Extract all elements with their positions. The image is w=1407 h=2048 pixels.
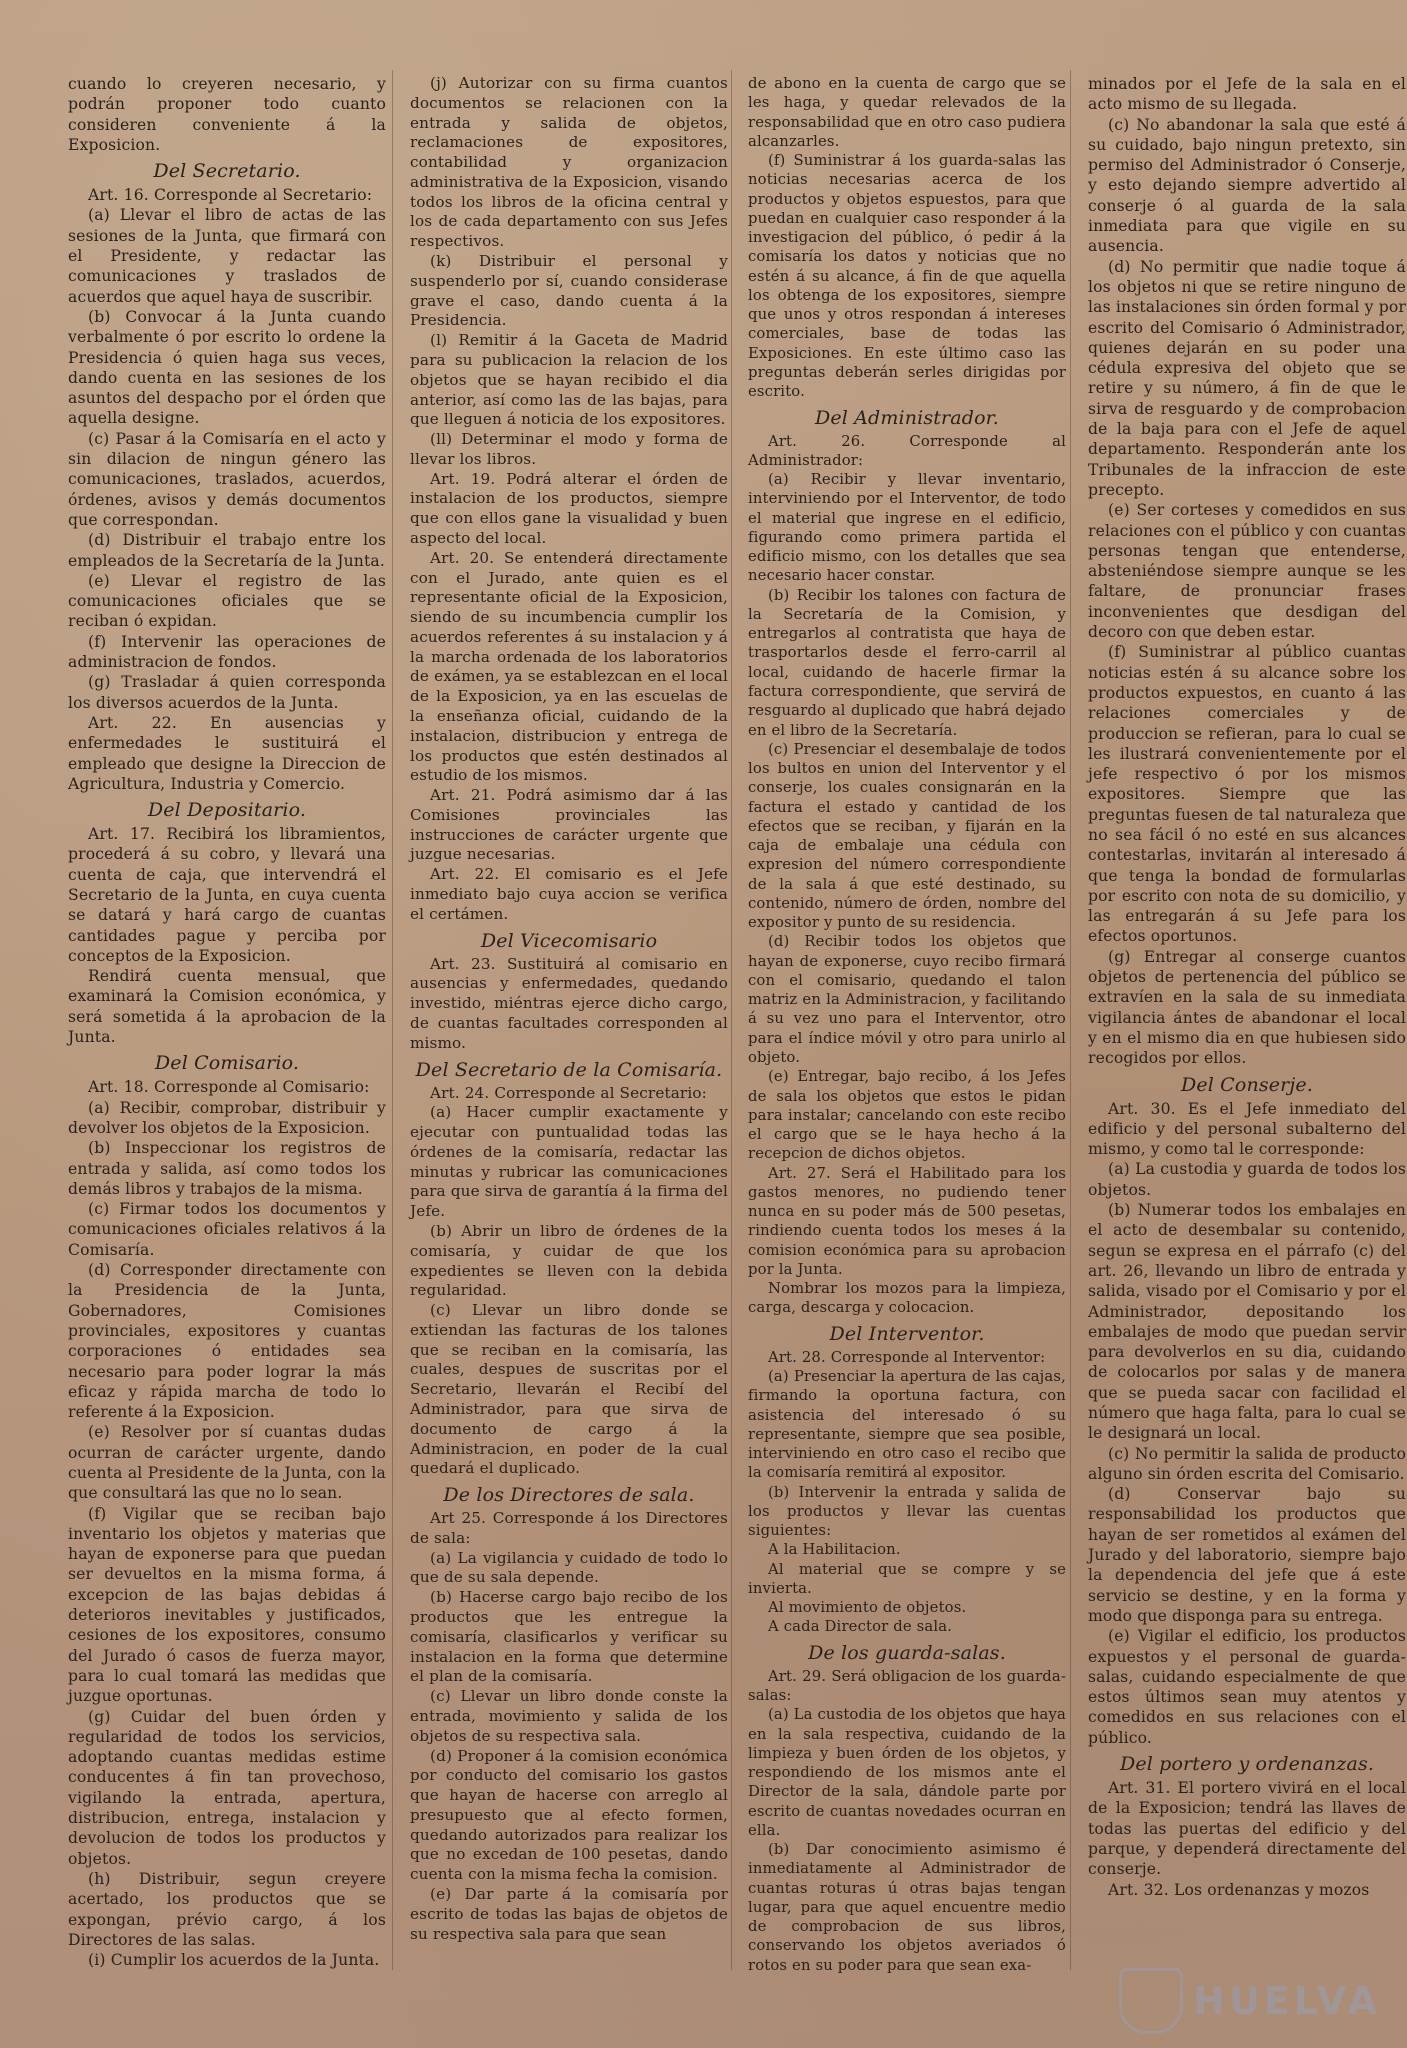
paragraph: (b) Hacerse cargo bajo recibo de los productos que les entregue la comisaría, clasificarlos y verificar su instalacion en la forma que determine el plan de la comisaría. (410, 1588, 728, 1686)
paragraph: (a) La vigilancia y cuidado de todo lo que de su sala depende. (410, 1548, 728, 1587)
section-heading: De los guarda-salas. (808, 1641, 1006, 1664)
paragraph: (c) Llevar un libro donde conste la entrada, movimiento y salida de los objetos de su respectiva sala. (410, 1687, 728, 1745)
paragraph: Art. 31. El portero vivirá en el local de la Exposicion; tendrá las llaves de todas las puertas del edificio y del parque, y dependerá directamente del conserje. (1088, 1779, 1406, 1879)
paragraph: (d) Distribuir el trabajo entre los empleados de la Secretaría de la Junta. (68, 531, 386, 570)
paragraph: (c) Llevar un libro donde se extiendan las facturas de los talones que se reciban en la comisaría, las cuales, despues de suscritas por el Secretario, llevarán el Recibí del Administrador, para que sirva de documento de cargo á la Administracion, en poder de la cual quedará el duplicado. (410, 1301, 728, 1478)
paragraph: de abono en la cuenta de cargo que se les haga, y quedar relevados de la responsabilidad que en otro caso pudiera alcanzarles. (748, 75, 1066, 150)
paragraph: (a) Hacer cumplir exactamente y ejecutar con puntualidad todas las órdenes de la comisaría, redactar las minutas y rubricar las comunicaciones para que sirva de garantía á la firma del Jefe. (410, 1103, 728, 1221)
section-heading: Del Depositario. (147, 799, 307, 822)
paragraph: (b) Recibir los talones con factura de la Secretaría de la Comision, y entregarlos al contratista que haya de trasportarlos desde el ferro-carril al local, cuidando de hacerle firmar la factura correspondiente, que servirá de resguardo al duplicado que habrá dejado en el libro de la Secretaría. (748, 586, 1066, 739)
paragraph: Al movimiento de objetos. (768, 1599, 967, 1617)
paragraph: (h) Distribuir, segun creyere acertado, los productos que se expongan, prévio cargo, á los Directores de las salas. (68, 1869, 386, 1949)
paragraph: (f) Suministrar al público cuantas noticias estén á su alcance sobre los productos expuestos, en cuanto á las relaciones comerciales y de produccion se refieran, para lo cual se les ilustrará convenientemente por el jefe respectivo ó por los mismos expositores. Siempre que las preguntas fuesen de tal naturaleza que no sea fácil ó no esté en sus alcances contestarlas, invitarán al interesado á que tenga la bondad de formularlas por escrito con nota de su domicilio, y las entregarán á su Jefe para los efectos oportunos. (1088, 643, 1406, 946)
paragraph: (b) Numerar todos los embalajes en el acto de desembalar su contenido, segun se expresa en el párrafo (c) del art. 26, llevando un libro de entrada y salida, visado por el Comisario y por el Administrador, depositando los embalajes de modo que puedan servir para devolverlos en su dia, cuidando de colocarlos por salas y de manera que se pueda sacar con facilidad el número que haga falta, para lo cual se le designará un local. (1088, 1201, 1406, 1443)
paragraph: (e) Llevar el registro de las comunicaciones oficiales que se reciban ó expidan. (68, 571, 386, 631)
paragraph: (ll) Determinar el modo y forma de llevar los libros. (410, 430, 728, 468)
paragraph: A cada Director de sala. (768, 1618, 953, 1636)
paragraph: minados por el Jefe de la sala en el acto mismo de su llegada. (1088, 75, 1406, 114)
section-heading: Del portero y ordenanzas. (1119, 1753, 1375, 1776)
paragraph: (d) Proponer á la comision económica por conducto del comisario los gastos que hayan de hacerse con arreglo al presupuesto que al efecto formen, quedando autorizados para realizar los que no excedan de 100 pesetas, dando cuenta con la misma fecha la comision. (410, 1746, 728, 1884)
paragraph: Art. 24. Corresponde al Secretario: (430, 1083, 707, 1102)
paragraph: (g) Trasladar á quien corresponda los diversos acuerdos de la Junta. (68, 673, 386, 712)
paragraph: (f) Suministrar á los guarda-salas las noticias necesarias acerca de los productos y objetos espuestos, para que puedan en cualquier caso responder á la investigacion del público, ó pedir á la comisaría los datos y noticias que no estén á su alcance, á fin de que aquella los obtenga de los expositores, siempre que unos y otros respondan á intereses comerciales, base de todas las Exposiciones. En este último caso las preguntas deberán serles dirigidas por escrito. (748, 152, 1066, 401)
archive-watermark (1119, 1968, 1381, 2034)
paragraph: Art. 29. Será obligacion de los guarda-salas: (748, 1667, 1066, 1704)
paragraph: (b) Intervenir la entrada y salida de los productos y llevar las cuentas siguientes: (748, 1483, 1066, 1540)
paragraph: (c) Pasar á la Comisaría en el acto y sin dilacion de ningun género las comunicaciones, traslados, acuerdos, órdenes, avisos y demás documentos que correspondan. (68, 429, 386, 529)
paragraph: (d) Corresponder directamente con la Presidencia de la Junta, Gobernadores, Comisiones provinciales, expositores y cuantas corporaciones ó entidades sea necesario para poder lograr la más eficaz y rápida marcha de todo lo referente á la Exposicion. (68, 1261, 386, 1422)
paragraph: (c) Firmar todos los documentos y comunicaciones oficiales relativos á la Comisaría. (68, 1200, 386, 1259)
paragraph: Al material que se compre y se invierta. (748, 1560, 1066, 1597)
paragraph: Art. 16. Corresponde al Secretario: (88, 186, 373, 205)
paragraph: (d) Conservar bajo su responsabilidad los productos que hayan de ser rometidos al exámen del Jurado y del laboratorio, siempre bajo la dependencia del jefe que á este servicio se destine, y en la forma y modo que disponga para su entrega. (1088, 1485, 1406, 1625)
paragraph: (a) Presenciar la apertura de las cajas, firmando la oportuna factura, con asistencia del interesado ó su representante, siempre que sea posible, interviniendo en otro caso el recibo que la comisaría remitirá al expositor. (748, 1368, 1066, 1482)
paragraph: A la Habilitacion. (768, 1541, 901, 1559)
text-column-2 (410, 74, 728, 1944)
paragraph: (l) Remitir á la Gaceta de Madrid para su publicacion la relacion de los objetos que se hayan recibido el dia anterior, así como las de las bajas, para que lleguen á noticia de los expositores. (410, 331, 728, 429)
column-divider (731, 70, 732, 1970)
paragraph: (f) Intervenir las operaciones de administracion de fondos. (68, 632, 386, 672)
paragraph: (k) Distribuir el personal y suspenderlo por sí, cuando considerase grave el caso, dando cuenta á la Presidencia. (410, 252, 728, 330)
section-heading: Del Comisario. (154, 1052, 300, 1075)
paragraph: (g) Cuidar del buen órden y regularidad de todos los servicios, adoptando cuantas medidas estime conducentes á fin tan provechoso, vigilando la entrada, apertura, distribucion, entrega, instalacion y devolucion de todos los productos y objetos. (68, 1707, 386, 1868)
text-column-3 (748, 74, 1066, 1975)
paragraph: (c) No permitir la salida de producto alguno sin órden escrita del Comisario. (1088, 1444, 1406, 1483)
paragraph: (e) Vigilar el edificio, los productos expuestos y el personal de guarda-salas, cuidando especialmente de que estos últimos sean muy atentos y comedidos en sus relaciones con el público. (1088, 1627, 1406, 1747)
paragraph: Art. 22. El comisario es el Jefe inmediato bajo cuya accion se verifica el certámen. (410, 865, 728, 923)
section-heading: De los Directores de sala. (443, 1484, 695, 1507)
paragraph: Art. 32. Los ordenanzas y mozos (1108, 1880, 1370, 1899)
paragraph: (a) La custodia y guarda de todos los objetos. (1088, 1160, 1406, 1199)
paragraph: (c) No abandonar la sala que esté á su cuidado, bajo ningun pretexto, sin permiso del Administrador ó Conserje, y esto dejando siempre advertido al conserje ó al guarda de la sala inmediata para que vigile en su ausencia. (1088, 115, 1406, 256)
paragraph: (j) Autorizar con su firma cuantos documentos se relacionen con la entrada y salida de objetos, reclamaciones de expositores, contabilidad y organizacion administrativa de la Exposicion, visando todos los libros de la oficina central y los de cada departamento con sus Jefes respectivos. (410, 74, 728, 251)
paragraph: Art. 21. Podrá asimismo dar á las Comisiones provinciales las instrucciones de carácter urgente que juzgue necesarias. (410, 786, 728, 864)
paragraph: Nombrar los mozos para la limpieza, carga, descarga y colocacion. (748, 1280, 1066, 1317)
section-heading: Del Interventor. (829, 1322, 985, 1345)
paragraph: (b) Dar conocimiento asimismo é inmediatamente al Administrador de cuantas roturas ú otras bajas tengan lugar, para que aquel encuentre medio de comprobacion de sus libros, conservando los objetos averiados ó rotos en su poder para que sean exa- (748, 1841, 1066, 1974)
paragraph: (b) Inspeccionar los registros de entrada y salida, así como todos los demás libros y trabajos de la misma. (68, 1139, 386, 1198)
paragraph: (a) La custodia de los objetos que haya en la sala respectiva, cuidando de la limpieza y buen órden de los objetos, y respondiendo de los mismos ante el Director de la sala, dándole parte por escrito de cuantas novedades ocurran en ella. (748, 1706, 1067, 1839)
column-divider (392, 70, 393, 1970)
paragraph: Art. 27. Será el Habilitado para los gastos menores, no pudiendo tener nunca en su poder más de 500 pesetas, rindiendo cuenta todos los meses á la comision económica para su aprobacion por la Junta. (748, 1164, 1066, 1278)
paragraph: Art. 20. Se entenderá directamente con el Jurado, ante quien es el representante oficial de la Exposicion, siendo de su incumbencia cumplir los acuerdos referentes á su instalacion y á la marcha ordenada de los laboratorios de exámen, ya se establezcan en el local de la Exposicion, ya en las escuelas de la enseñanza oficial, cuidando de la instalacion, distribucion y entrega de los productos que estén destinados al estudio de los mismos. (410, 548, 728, 785)
paragraph: Art. 19. Podrá alterar el órden de instalacion de los productos, siempre que con ellos gane la visualidad y buen aspecto del local. (410, 469, 728, 547)
paragraph: Art. 30. Es el Jefe inmediato del edificio y del personal subalterno del mismo, y como tal le corresponde: (1088, 1099, 1406, 1159)
section-heading: Del Secretario. (153, 160, 301, 183)
paragraph: Art. 23. Sustituirá al comisario en ausencias y enfermedades, quedando investido, miéntras ejerce dicho cargo, de cuantas facultades corresponden al mismo. (410, 954, 728, 1052)
paragraph: Art. 17. Recibirá los libramientos, procederá á su cobro, y llevará una cuenta de caja, que intervendrá el Secretario de la Junta, en cuya cuenta se datará y hará cargo de cuantas cantidades pague y perciba por conceptos de la Exposicion. (68, 825, 386, 965)
paragraph: Rendirá cuenta mensual, que examinará la Comision económica, y será sometida á la aprobacion de la Junta. (68, 967, 386, 1047)
paragraph: (d) Recibir todos los objetos que hayan de exponerse, cuyo recibo firmará con el comisario, quedando el talon matriz en la Administracion, y facilitando á su vez uno para el Interventor, otro para el índice móvil y otro para unirlo al objeto. (748, 933, 1066, 1067)
column-divider (1070, 70, 1071, 1970)
paragraph: (d) No permitir que nadie toque á los objetos ni que se retire ninguno de las instalaciones sin órden formal y por escrito del Comisario ó Administrador, quienes dejarán en su poder una cédula expresiva del objeto que se retire y su número, á fin de que le sirva de resguardo y de comprobacion de la baja para con el Jefe de aquel departamento. Responderán ante los Tribunales de la infraccion de este precepto. (1088, 257, 1406, 499)
section-heading: Del Vicecomisario (480, 929, 658, 952)
text-column-4 (1088, 74, 1406, 1900)
paragraph: (c) Presenciar el desembalaje de todos los bultos en union del Interventor y el conserje, los cuales consignarán en la factura el estado y cantidad de los efectos que se reciban, y fijarán en la caja de embalaje una cédula con expresion del número correspondiente de la sala á que esté destinado, su contenido, número de órden, nombre del expositor y punto de su residencia. (748, 740, 1066, 932)
paragraph: (e) Entregar, bajo recibo, á los Jefes de sala los objetos que estos le pidan para instalar; cancelando con este recibo el cargo que se le haya hecho á la recepcion de dichos objetos. (748, 1068, 1066, 1163)
paragraph: Art. 26. Corresponde al Administrador: (748, 432, 1066, 469)
section-heading: Del Secretario de la Comisaría. (415, 1058, 723, 1081)
paragraph: Art 25. Corresponde á los Directores de sala: (410, 1509, 728, 1547)
paragraph: (a) Recibir y llevar inventario, interviniendo por el Interventor, de todo el material que ingrese en el edificio, figurando como primera partida el edificio mismo, con los detalles que sea necesario hacer constar. (748, 471, 1066, 585)
paragraph: (i) Cumplir los acuerdos de la Junta. (88, 1951, 380, 1970)
paragraph: (e) Dar parte á la comisaría por escrito de todas las bajas de objetos de su respectiva sala para que sean (410, 1884, 728, 1943)
paragraph: (b) Convocar á la Junta cuando verbalmente ó por escrito lo ordene la Presidencia ó quien haga sus veces, dando cuenta en las sesiones de los asuntos del despacho por el órden que aquella designe. (68, 307, 386, 428)
paragraph: Art. 22. En ausencias y enfermedades le sustituirá el empleado que designe la Direccion de Agricultura, Industria y Comercio. (68, 713, 386, 793)
paragraph: Art. 18. Corresponde al Comisario: (88, 1078, 370, 1097)
watermark-text: HUELVA (1193, 1979, 1381, 2023)
section-heading: Del Conserje. (1180, 1073, 1313, 1096)
paragraph: (e) Resolver por sí cuantas dudas ocurran de carácter urgente, dando cuenta al Presidente de la Junta, con la que consultará las que no lo sean. (68, 1423, 386, 1503)
text-column-1 (68, 74, 386, 1970)
paragraph: Art. 28. Corresponde al Interventor: (768, 1348, 1046, 1366)
paragraph: (f) Vigilar que se reciban bajo inventario los objetos y materias que hayan de exponerse para que puedan ser devueltos en la misma forma, á excepcion de las bajas debidas á deterioros inevitables y justificados, cesiones de los expositores, consumo del Jurado ó casos de fuerza mayor, para lo cual tomará las medidas que juzgue oportunas. (68, 1504, 386, 1706)
coat-of-arms-icon (1119, 1968, 1183, 2034)
paragraph: (a) Recibir, comprobar, distribuir y devolver los objetos de la Exposicion. (68, 1098, 386, 1137)
paragraph: (e) Ser corteses y comedidos en sus relaciones con el público y con cuantas personas tengan que entenderse, absteniéndose siempre aunque se les faltare, de pronunciar frases inconvenientes que desdigan del decoro con que deben estar. (1088, 501, 1406, 642)
section-heading: Del Administrador. (814, 406, 1000, 429)
paragraph: cuando lo creyeren necesario, y podrán proponer todo cuanto consideren conveniente á la Exposicion. (68, 75, 386, 154)
paragraph: (a) Llevar el libro de actas de las sesiones de la Junta, que firmará con el Presidente, y redactar las comunicaciones y traslados de acuerdos que aquel haya de suscribir. (68, 206, 386, 306)
paragraph: (b) Abrir un libro de órdenes de la comisaría, y cuidar de que los expedientes se lleven con la debida regularidad. (410, 1221, 728, 1300)
paragraph: (g) Entregar al conserge cuantos objetos de pertenencia del público se extravíen en la sala de su inmediata vigilancia ántes de abandonar el local y en el mismo dia en que hubiesen sido recogidos por ellos. (1088, 947, 1406, 1068)
